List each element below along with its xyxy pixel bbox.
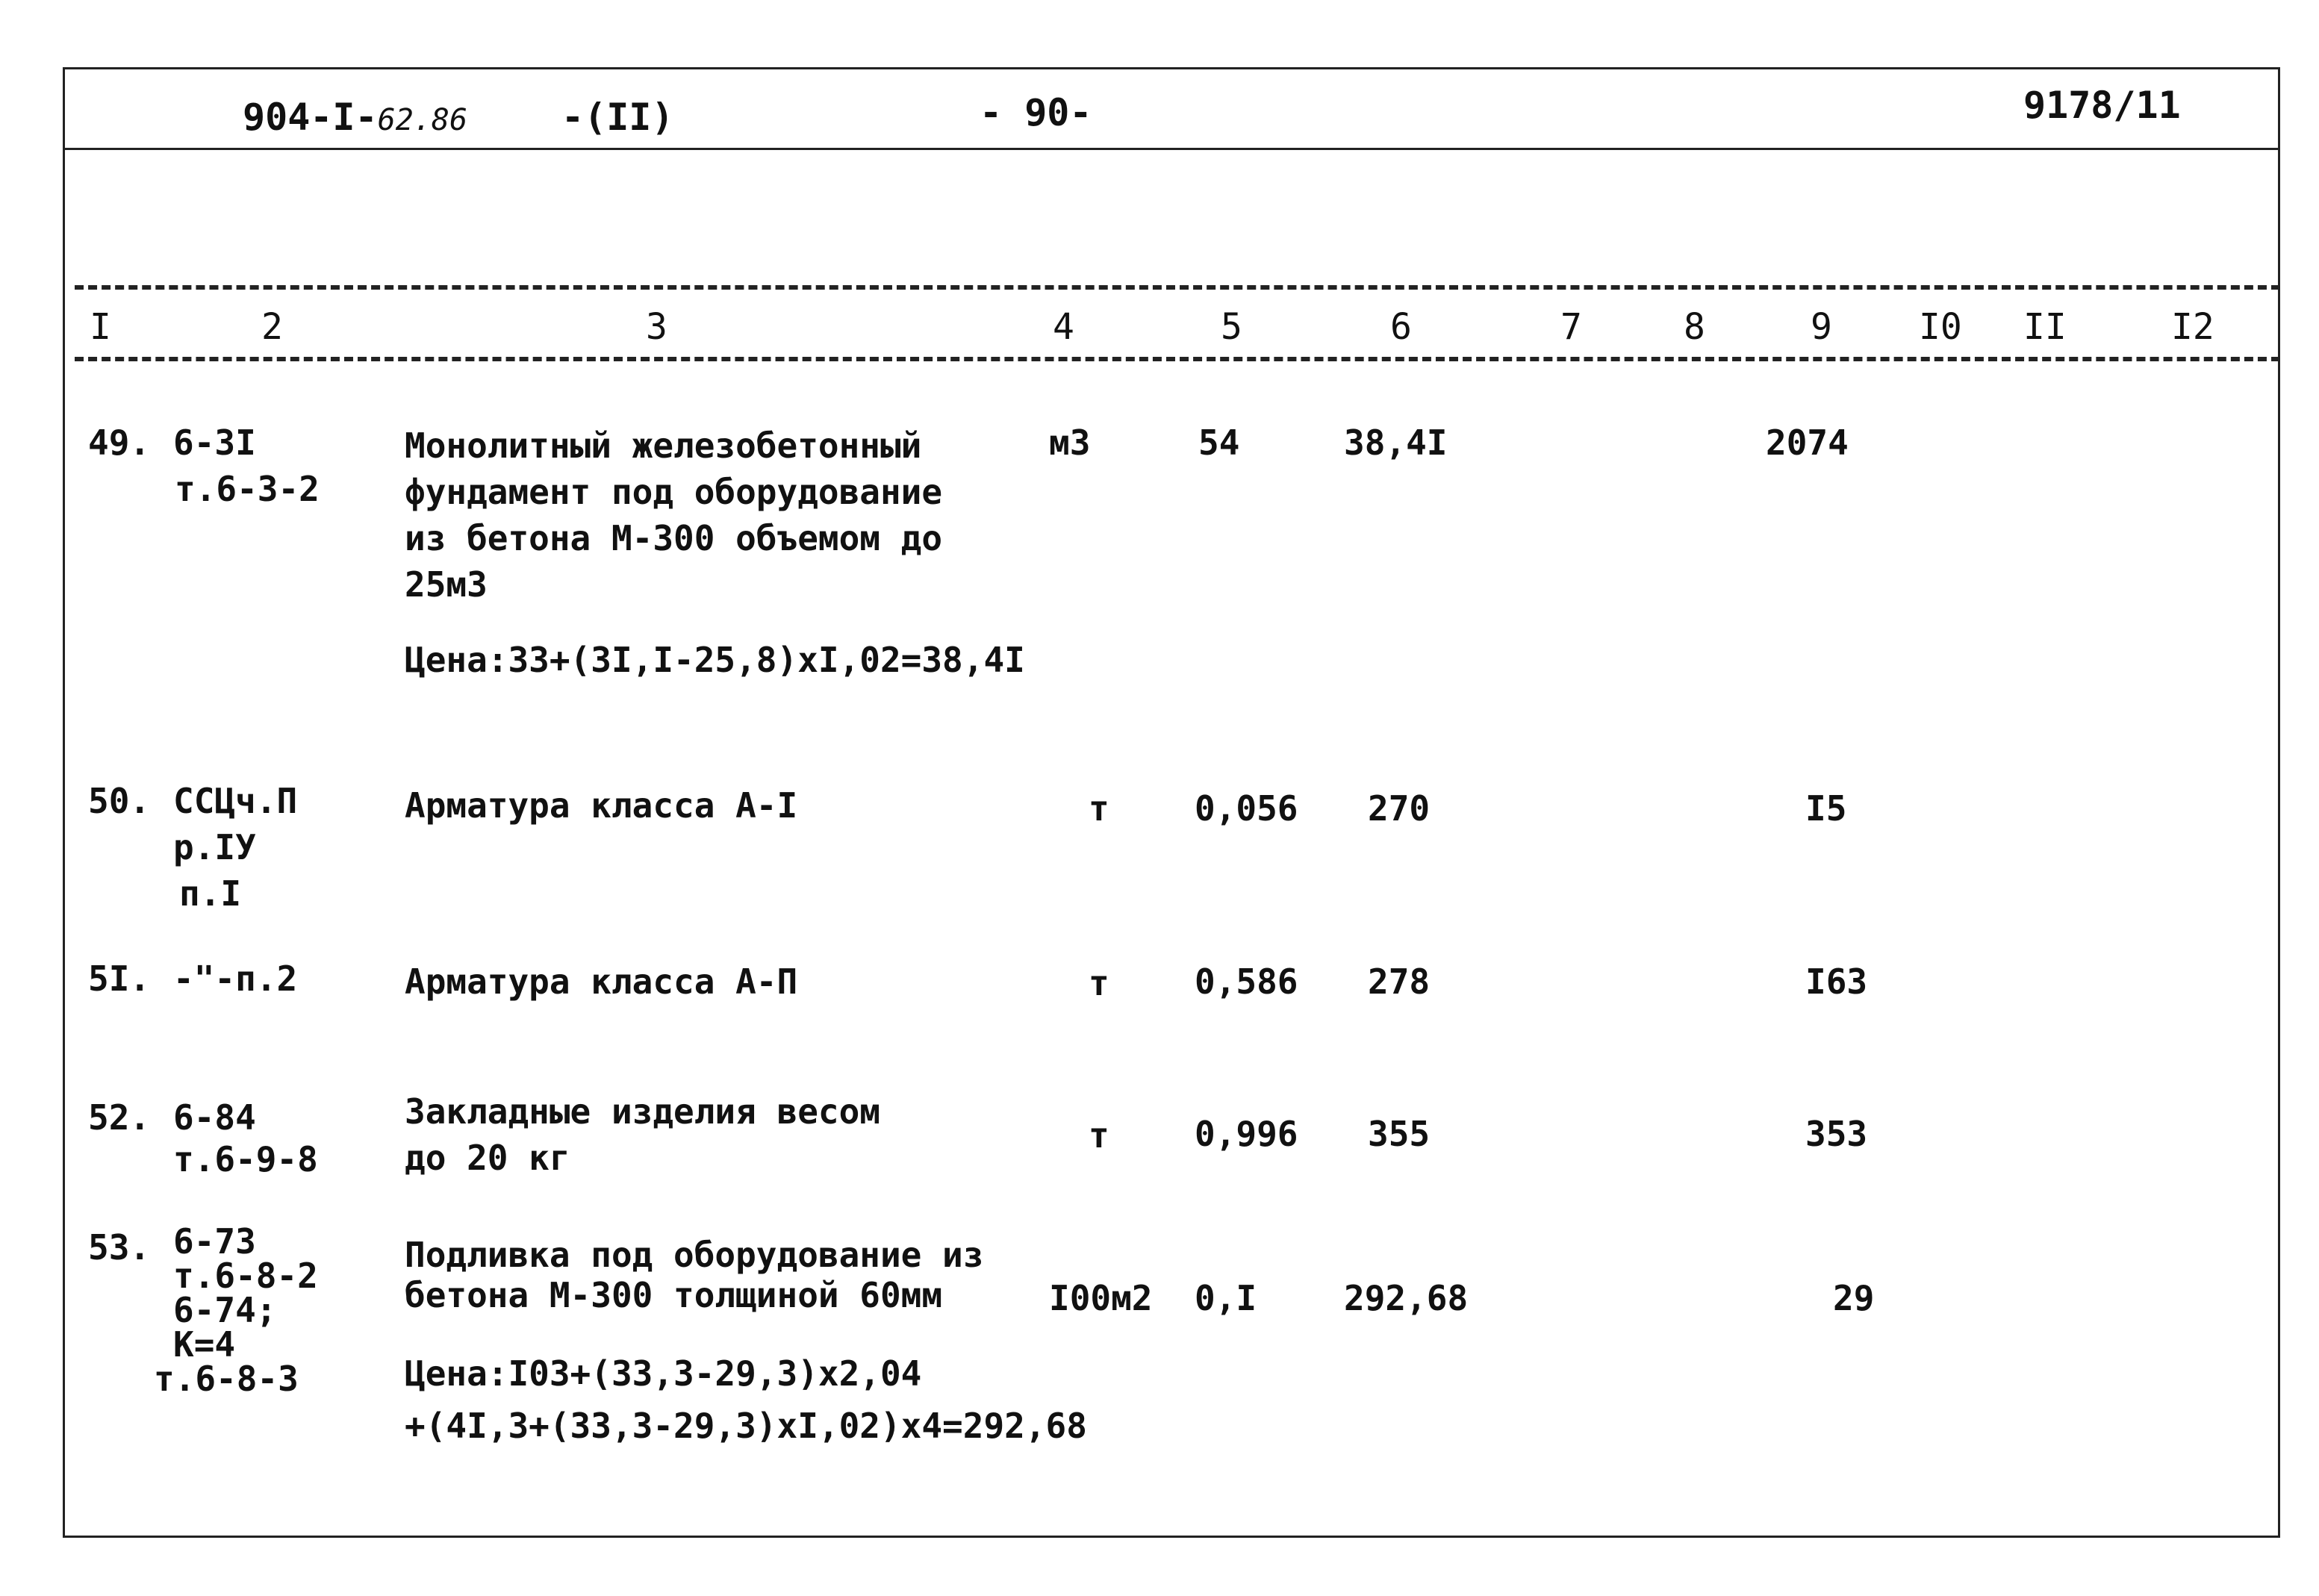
code-line: т.6-3-2 — [175, 469, 320, 509]
row-unit-price: 278 — [1368, 961, 1431, 1002]
price-formula — [405, 1350, 1087, 1450]
row-description — [405, 1088, 880, 1181]
column-number: 7 — [1560, 306, 1582, 348]
code-line: -"-п.2 — [173, 958, 298, 999]
row-total: 353 — [1805, 1114, 1868, 1154]
row-description — [405, 423, 942, 608]
price-formula: Цена:33+(3I,I-25,8)xI,02=38,4I — [405, 640, 1025, 680]
row-unit: т — [1089, 788, 1109, 829]
row-code — [173, 420, 320, 512]
formula-line: Цена:I03+(33,3-29,3)x2,04 — [405, 1353, 922, 1394]
header-rule — [63, 148, 2280, 150]
row-number: 53. — [88, 1227, 151, 1268]
column-header-top-rule — [75, 285, 2280, 290]
row-total: I5 — [1805, 788, 1847, 829]
code-line: т.6-8-2 — [173, 1256, 318, 1296]
row-total: 29 — [1833, 1278, 1875, 1318]
description-line: из бетона М-300 объемом до — [405, 518, 943, 558]
column-number: 2 — [261, 306, 283, 348]
column-number: II — [2023, 306, 2067, 348]
description-line: Монолитный железобетонный — [405, 426, 922, 466]
code-line: р.IУ — [173, 827, 256, 867]
doc-code-handwritten: 62.86 — [377, 103, 468, 137]
column-number: 3 — [646, 306, 667, 348]
row-code — [154, 1221, 318, 1399]
code-line: т.6-9-8 — [173, 1139, 318, 1179]
column-header-bottom-rule — [75, 357, 2280, 361]
row-quantity: 0,I — [1195, 1278, 1257, 1318]
description-line: фундамент под оборудование — [405, 472, 943, 512]
column-number: I — [90, 306, 111, 348]
row-code — [173, 778, 297, 917]
row-code — [173, 1094, 318, 1182]
column-number: I2 — [2171, 306, 2214, 348]
row-total: 2074 — [1766, 423, 1849, 463]
row-unit-price: 292,68 — [1344, 1278, 1469, 1318]
row-number: 5I. — [88, 958, 151, 999]
description-line: Подливка под оборудование из — [405, 1235, 984, 1275]
description-line: до 20 кг — [405, 1138, 570, 1178]
row-unit-price: 38,4I — [1344, 423, 1448, 463]
row-description — [405, 1232, 983, 1318]
code-line: т.6-8-3 — [154, 1359, 299, 1399]
doc-code-printed: 904-I- — [243, 96, 378, 139]
row-unit: т — [1089, 963, 1109, 1003]
row-quantity: 0,586 — [1195, 961, 1298, 1002]
row-code — [173, 956, 297, 1002]
row-description — [405, 958, 797, 1005]
doc-code — [243, 96, 467, 139]
row-total: I63 — [1805, 961, 1868, 1002]
row-unit: т — [1089, 1115, 1109, 1156]
code-line: К=4 — [173, 1324, 236, 1365]
page-number: - 90- — [980, 91, 1092, 134]
row-number: 50. — [88, 781, 151, 821]
sheet-number: 9178/11 — [2023, 84, 2181, 127]
code-line: 6-3I — [173, 423, 256, 463]
code-line: ССЦч.П — [173, 781, 298, 821]
row-quantity: 0,996 — [1195, 1114, 1298, 1154]
row-unit-price: 270 — [1368, 788, 1431, 829]
code-line: 6-74; — [173, 1290, 277, 1330]
row-unit: м3 — [1049, 423, 1091, 463]
column-number: 5 — [1221, 306, 1242, 348]
column-number: I0 — [1919, 306, 1962, 348]
description-line: Закладные изделия весом — [405, 1091, 880, 1132]
description-line: бетона М-300 толщиной 60мм — [405, 1275, 943, 1315]
code-line: п.I — [179, 873, 242, 914]
row-quantity: 54 — [1198, 423, 1240, 463]
column-number: 6 — [1390, 306, 1412, 348]
column-number: 4 — [1053, 306, 1074, 348]
code-line: 6-84 — [173, 1097, 256, 1138]
column-number: 9 — [1811, 306, 1832, 348]
code-line: 6-73 — [173, 1221, 256, 1262]
description-line: Арматура класса А-I — [405, 785, 798, 826]
row-number: 52. — [88, 1097, 151, 1138]
row-unit-price: 355 — [1368, 1114, 1431, 1154]
row-unit: I00м2 — [1049, 1278, 1153, 1318]
row-description — [405, 782, 797, 829]
description-line: 25м3 — [405, 564, 488, 605]
formula-line: +(4I,3+(33,3-29,3)xI,02)x4=292,68 — [405, 1406, 1087, 1446]
row-number: 49. — [88, 423, 151, 463]
doc-part: -(II) — [561, 96, 674, 139]
row-quantity: 0,056 — [1195, 788, 1298, 829]
description-line: Арматура класса А-П — [405, 961, 798, 1002]
column-number: 8 — [1684, 306, 1705, 348]
